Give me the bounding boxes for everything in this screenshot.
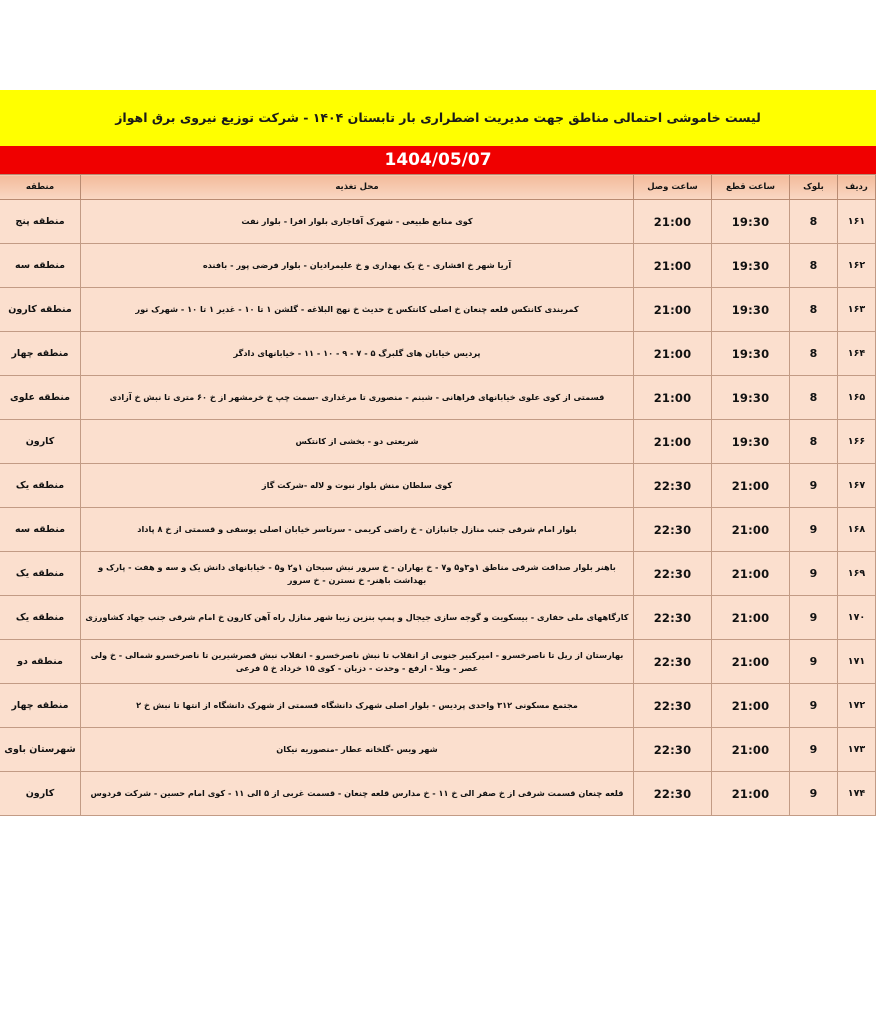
cell-restore-time: 21:00 xyxy=(634,420,712,464)
table-row xyxy=(0,508,876,552)
table-row xyxy=(0,464,876,508)
cell-blok: 9 xyxy=(790,640,838,684)
table-row xyxy=(0,552,876,596)
cell-outage-time: 19:30 xyxy=(712,376,790,420)
cell-outage-time: 19:30 xyxy=(712,244,790,288)
cell-radif: ۱۶۴ xyxy=(838,332,876,376)
column-header-outage-time: ساعت قطع xyxy=(712,175,790,200)
cell-radif: ۱۶۶ xyxy=(838,420,876,464)
cell-blok: 9 xyxy=(790,552,838,596)
cell-blok: 9 xyxy=(790,464,838,508)
cell-feed-location: قسمتی از کوی علوی خیابانهای فراهانی - شبنم - منصوری تا مرغداری -سمت چپ خ خرمشهر از خ ۶۰ متری تا نبش خ آزادی xyxy=(81,376,634,420)
cell-feed-location: بهارستان از ریل تا ناصرخسرو - امیرکبیر جنوبی از انقلاب تا نبش ناصرخسرو - انقلاب نبش قصرشیرین تا ناصرخسرو شمالی - خ ولی عصر - ویلا - ارفع - وحدت - دزبان - کوی ۱۵ خرداد خ ۵ فرعی xyxy=(81,640,634,684)
table-header xyxy=(0,175,876,200)
cell-radif: ۱۷۲ xyxy=(838,684,876,728)
table-row xyxy=(0,772,876,816)
table-row xyxy=(0,640,876,684)
cell-region: منطقه یک xyxy=(0,596,81,640)
cell-feed-location: کوی سلطان منش بلوار نبوت و لاله -شرکت گاز xyxy=(81,464,634,508)
table-row xyxy=(0,332,876,376)
cell-restore-time: 21:00 xyxy=(634,244,712,288)
cell-feed-location: آریا شهر خ افشاری - خ یک بهداری و خ علیمرادیان - بلوار فرضی پور - بافنده xyxy=(81,244,634,288)
table-row xyxy=(0,288,876,332)
cell-outage-time: 19:30 xyxy=(712,288,790,332)
cell-feed-location: بلوار امام شرقی جنب منازل جانبازان - خ راضی کریمی - سرتاسر خیابان اصلی یوسفی و قسمتی از خ ۸ پاداد xyxy=(81,508,634,552)
cell-region: منطقه سه xyxy=(0,508,81,552)
cell-radif: ۱۷۱ xyxy=(838,640,876,684)
cell-region: منطقه کارون xyxy=(0,288,81,332)
cell-region: منطقه سه xyxy=(0,244,81,288)
cell-region: منطقه یک xyxy=(0,464,81,508)
cell-radif: ۱۷۴ xyxy=(838,772,876,816)
cell-feed-location: کمربندی کانتکس قلعه چنعان خ اصلی کانتکس خ حدیث خ نهج البلاغه - گلشن ۱ تا ۱۰ - غدیر ۱ تا ۱۰ - شهرک نور xyxy=(81,288,634,332)
table-row xyxy=(0,728,876,772)
cell-radif: ۱۶۱ xyxy=(838,200,876,244)
table-row xyxy=(0,376,876,420)
table-row xyxy=(0,596,876,640)
cell-outage-time: 19:30 xyxy=(712,420,790,464)
cell-restore-time: 21:00 xyxy=(634,288,712,332)
cell-outage-time: 21:00 xyxy=(712,464,790,508)
cell-feed-location: قلعه چنعان قسمت شرقی از خ صفر الی خ ۱۱ - خ مدارس قلعه چنعان - قسمت غربی از ۵ الی ۱۱ - کوی امام حسین - شرکت فردوس xyxy=(81,772,634,816)
cell-radif: ۱۶۵ xyxy=(838,376,876,420)
date-banner xyxy=(0,146,876,174)
schedule-date: 1404/05/07 xyxy=(384,150,492,170)
cell-feed-location: مجتمع مسکونی ۳۱۲ واحدی پردیس - بلوار اصلی شهرک دانشگاه قسمتی از شهرک دانشگاه از انتها تا نبش خ ۲ xyxy=(81,684,634,728)
cell-radif: ۱۷۰ xyxy=(838,596,876,640)
cell-outage-time: 19:30 xyxy=(712,332,790,376)
cell-region: منطقه یک xyxy=(0,552,81,596)
title-banner xyxy=(0,90,876,146)
cell-restore-time: 22:30 xyxy=(634,640,712,684)
column-header-radif: ردیف xyxy=(838,175,876,200)
column-header-feed-location: محل تغذیه xyxy=(81,175,634,200)
cell-restore-time: 22:30 xyxy=(634,552,712,596)
cell-blok: 9 xyxy=(790,772,838,816)
table-row xyxy=(0,684,876,728)
column-header-region: منطقه xyxy=(0,175,81,200)
cell-restore-time: 21:00 xyxy=(634,200,712,244)
table-header-row xyxy=(0,175,876,200)
cell-restore-time: 21:00 xyxy=(634,376,712,420)
column-header-restore-time: ساعت وصل xyxy=(634,175,712,200)
cell-restore-time: 22:30 xyxy=(634,728,712,772)
cell-region: منطقه چهار xyxy=(0,332,81,376)
cell-blok: 8 xyxy=(790,200,838,244)
cell-outage-time: 21:00 xyxy=(712,684,790,728)
cell-radif: ۱۷۳ xyxy=(838,728,876,772)
cell-blok: 8 xyxy=(790,244,838,288)
column-header-blok: بلوک xyxy=(790,175,838,200)
cell-region: کارون xyxy=(0,420,81,464)
cell-region: منطقه دو xyxy=(0,640,81,684)
cell-outage-time: 21:00 xyxy=(712,640,790,684)
cell-region: منطقه علوی xyxy=(0,376,81,420)
cell-restore-time: 22:30 xyxy=(634,684,712,728)
cell-region: منطقه چهار xyxy=(0,684,81,728)
cell-radif: ۱۶۳ xyxy=(838,288,876,332)
table-row xyxy=(0,420,876,464)
cell-blok: 8 xyxy=(790,420,838,464)
cell-blok: 8 xyxy=(790,376,838,420)
page-top-margin xyxy=(0,0,876,90)
cell-radif: ۱۶۷ xyxy=(838,464,876,508)
outage-table xyxy=(0,174,876,816)
cell-restore-time: 22:30 xyxy=(634,772,712,816)
cell-feed-location: پردیس خیابان های گلبرگ ۵ - ۷ - ۹ - ۱۰ - ۱۱ - خیابانهای دادگر xyxy=(81,332,634,376)
table-row xyxy=(0,200,876,244)
cell-blok: 9 xyxy=(790,596,838,640)
cell-feed-location: شهر ویس -گلخانه عطار -منصوریه نیکان xyxy=(81,728,634,772)
cell-blok: 9 xyxy=(790,508,838,552)
cell-blok: 9 xyxy=(790,728,838,772)
cell-outage-time: 21:00 xyxy=(712,772,790,816)
cell-region: شهرستان باوی xyxy=(0,728,81,772)
table-body xyxy=(0,200,876,816)
cell-blok: 8 xyxy=(790,288,838,332)
cell-region: منطقه پنج xyxy=(0,200,81,244)
cell-blok: 9 xyxy=(790,684,838,728)
cell-restore-time: 21:00 xyxy=(634,332,712,376)
cell-restore-time: 22:30 xyxy=(634,464,712,508)
cell-outage-time: 21:00 xyxy=(712,508,790,552)
cell-outage-time: 21:00 xyxy=(712,728,790,772)
cell-radif: ۱۶۹ xyxy=(838,552,876,596)
cell-region: کارون xyxy=(0,772,81,816)
cell-feed-location: باهنر بلوار صداقت شرقی مناطق ۱و۳و۵ و۷ - خ بهاران - خ سرور نبش سبحان ۱و۲ و۵ - خیابانهای دانش یک و سه و هفت - پارک و بهداشت باهنر- خ نسترن - خ سرور xyxy=(81,552,634,596)
cell-outage-time: 21:00 xyxy=(712,596,790,640)
page-bottom-margin xyxy=(0,816,876,956)
cell-radif: ۱۶۲ xyxy=(838,244,876,288)
cell-feed-location: کوی منابع طبیعی - شهرک آقاجاری بلوار افرا - بلوار نفت xyxy=(81,200,634,244)
page-title: لیست خاموشی احتمالی مناطق جهت مدیریت اضطراری بار تابستان ۱۴۰۴ - شرکت توزیع نیروی برق اهواز xyxy=(115,109,761,125)
cell-restore-time: 22:30 xyxy=(634,596,712,640)
cell-outage-time: 19:30 xyxy=(712,200,790,244)
cell-feed-location: شریعتی دو - بخشی از کانتکس xyxy=(81,420,634,464)
table-row xyxy=(0,244,876,288)
cell-restore-time: 22:30 xyxy=(634,508,712,552)
cell-feed-location: کارگاههای ملی حفاری - بیسکویت و گوجه سازی جیجال و پمپ بنزین زیبا شهر منازل راه آهن کارون خ امام شرقی جنب جهاد کشاورزی xyxy=(81,596,634,640)
cell-blok: 8 xyxy=(790,332,838,376)
cell-outage-time: 21:00 xyxy=(712,552,790,596)
cell-radif: ۱۶۸ xyxy=(838,508,876,552)
